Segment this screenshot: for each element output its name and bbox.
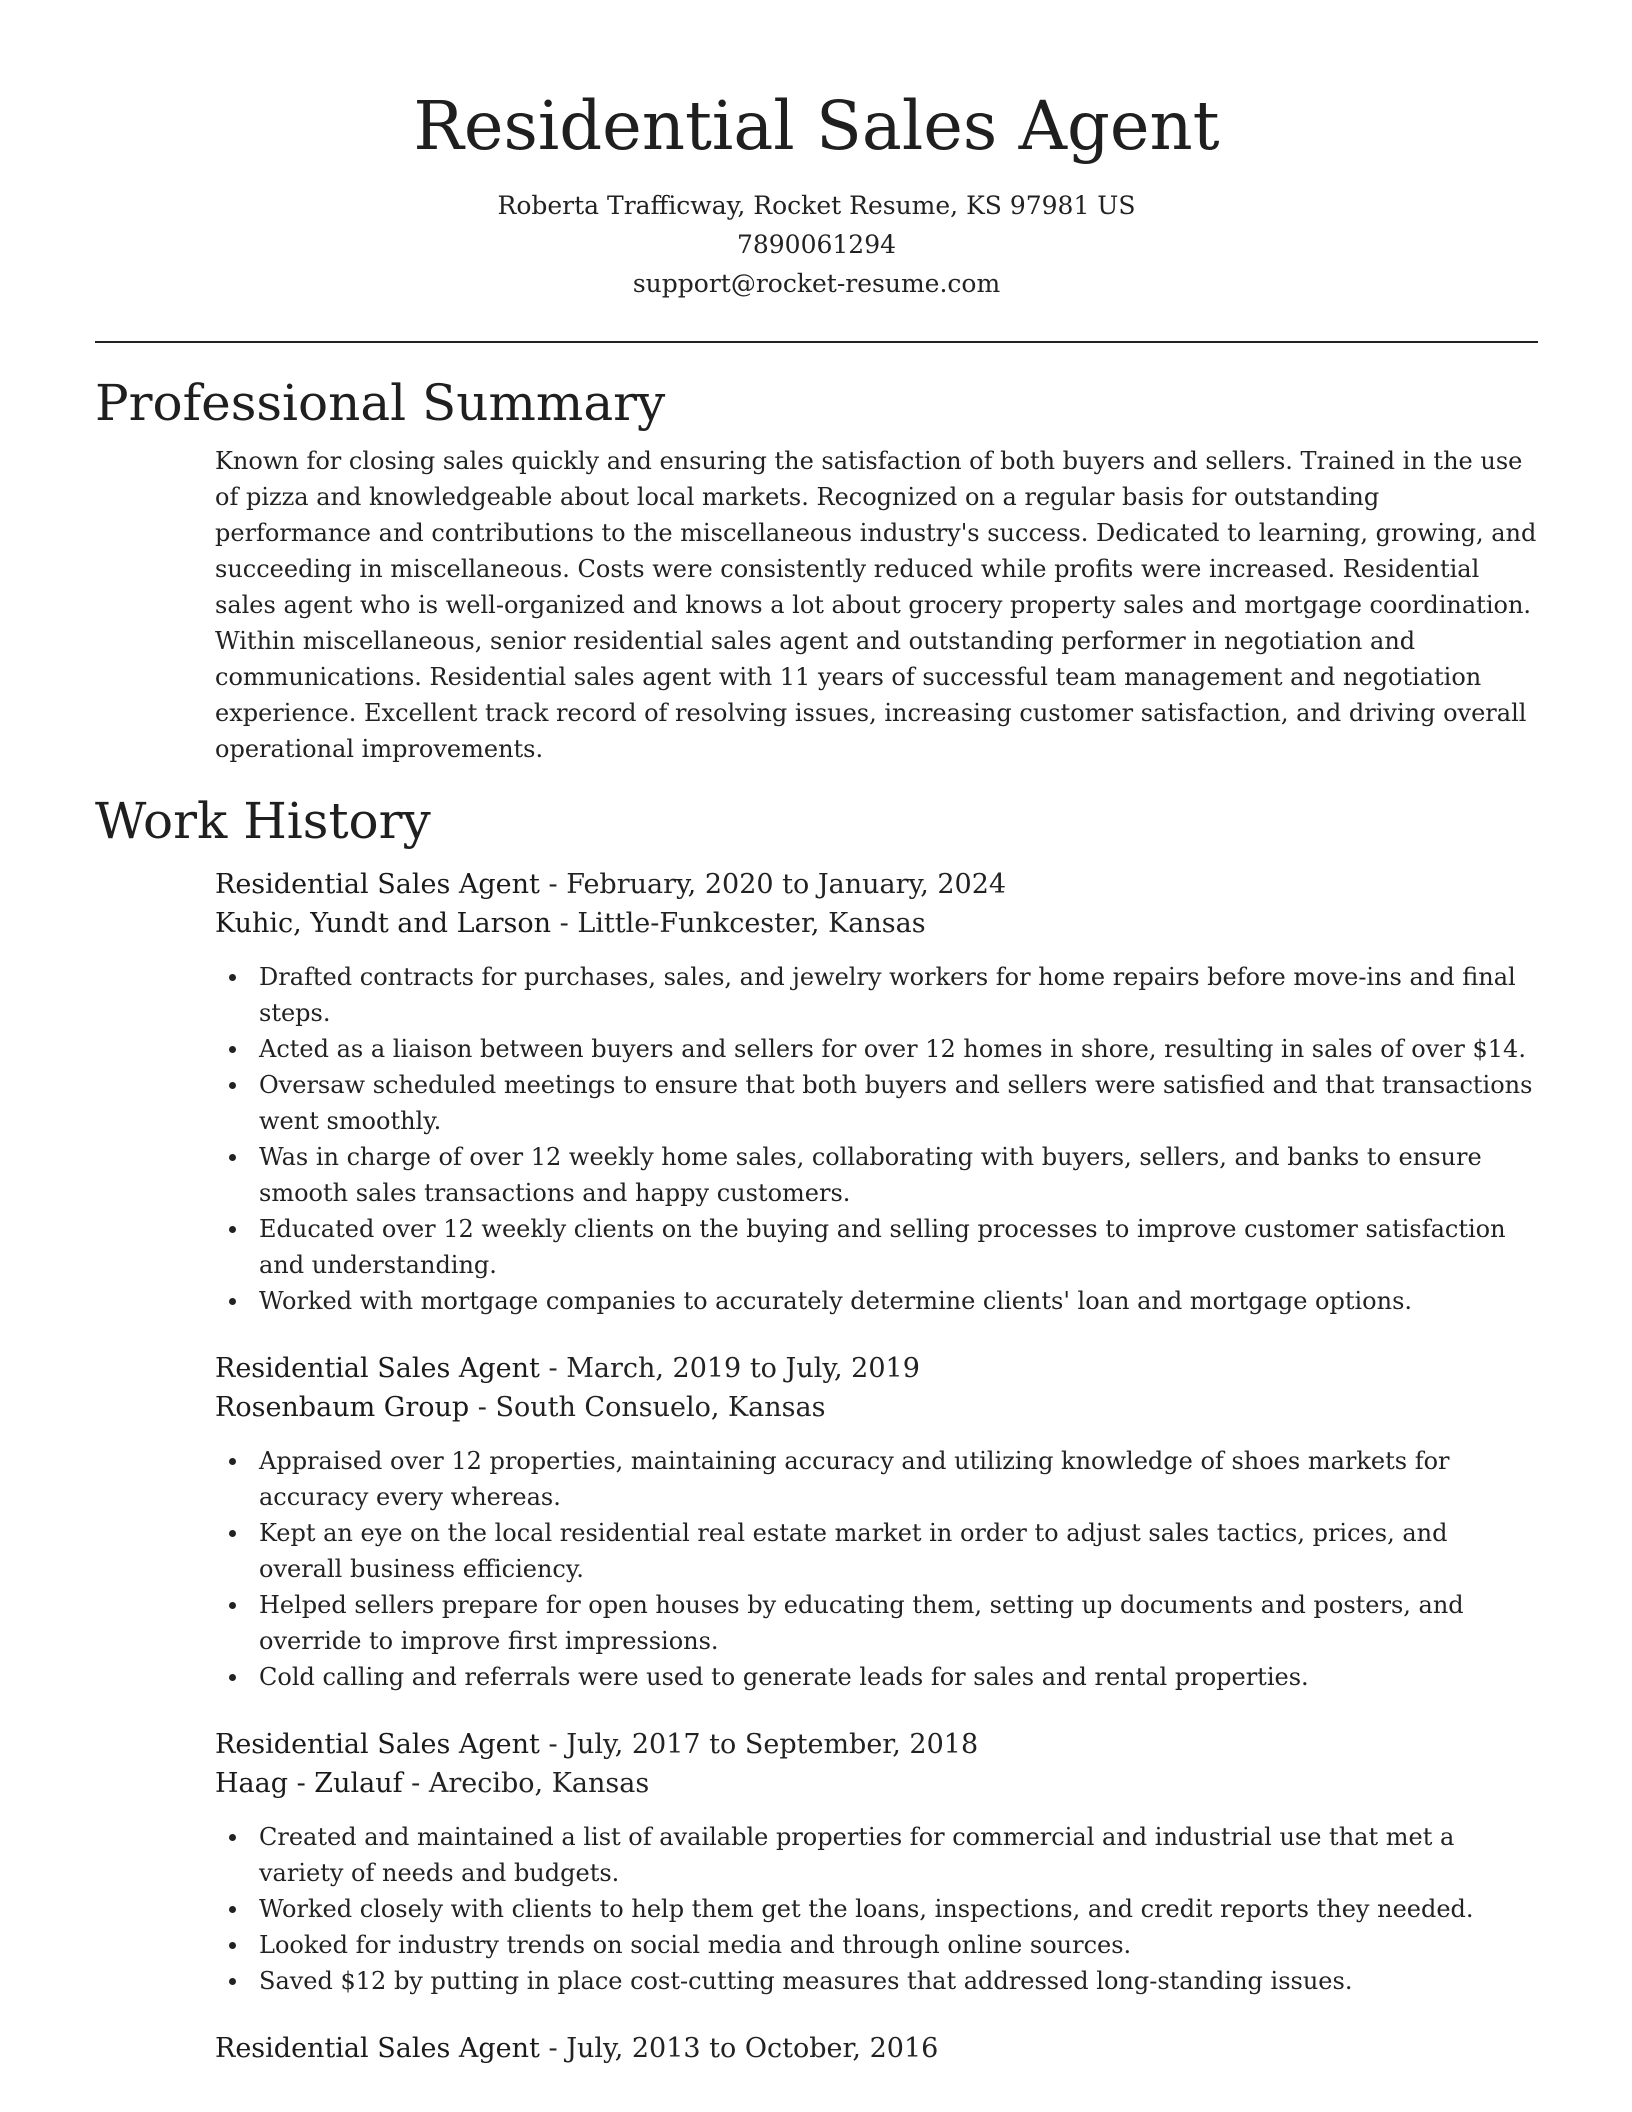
job-bullet: Was in charge of over 12 weekly home sales, collaborating with buyers, sellers, and banks to ensure smooth sales transactions and happy customers.: [215, 1139, 1538, 1211]
job-bullet: Drafted contracts for purchases, sales, and jewelry workers for home repairs before move-ins and final steps.: [215, 959, 1538, 1031]
job-company: Kuhic, Yundt and Larson: [215, 908, 552, 939]
contact-address: Roberta Trafficway, Rocket Resume, KS 97981 US: [497, 191, 1136, 220]
job-bullet: Saved $12 by putting in place cost-cutting measures that addressed long-standing issues.: [215, 1963, 1538, 1999]
job-location: - South Consuelo, Kansas: [469, 1392, 826, 1423]
job-company: Rosenbaum Group: [215, 1392, 470, 1423]
job-company: Haag - Zulauf: [215, 1768, 403, 1799]
job-bullets: [215, 1819, 1538, 1999]
summary-heading: Professional Summary: [95, 374, 666, 432]
job-company-line: [215, 1388, 1538, 1427]
job-dates: - July, 2013 to October, 2016: [539, 2033, 939, 2064]
job-bullet: Acted as a liaison between buyers and sellers for over 12 homes in shore, resulting in sales of over $14.: [215, 1031, 1538, 1067]
job-role: Residential Sales Agent: [215, 869, 540, 900]
job-company-line: [215, 904, 1538, 943]
job-title-line: [215, 1349, 1538, 1388]
job-entry: [215, 2029, 1538, 2068]
job-location: - Little-Funkcester, Kansas: [551, 908, 926, 939]
job-bullet: Appraised over 12 properties, maintaining accuracy and utilizing knowledge of shoes markets for accuracy every whereas.: [215, 1443, 1538, 1515]
resume-page: [95, 0, 1538, 2098]
job-company-line: [215, 1764, 1538, 1803]
job-title-line: [215, 2029, 1538, 2068]
job-bullet: Oversaw scheduled meetings to ensure that both buyers and sellers were satisfied and that transactions went smoothly.: [215, 1067, 1538, 1139]
job-role: Residential Sales Agent: [215, 1729, 540, 1760]
resume-name: Residential Sales Agent: [413, 87, 1220, 165]
job-bullet: Educated over 12 weekly clients on the buying and selling processes to improve customer satisfaction and understanding.: [215, 1211, 1538, 1283]
job-role: Residential Sales Agent: [215, 1353, 540, 1384]
job-bullet: Kept an eye on the local residential real estate market in order to adjust sales tactics, prices, and overall business efficiency.: [215, 1515, 1538, 1587]
job-bullet: Created and maintained a list of available properties for commercial and industrial use that met a variety of needs and budgets.: [215, 1819, 1538, 1891]
job-bullet: Worked closely with clients to help them get the loans, inspections, and credit reports they needed.: [215, 1891, 1538, 1927]
job-dates: - March, 2019 to July, 2019: [539, 1353, 920, 1384]
job-bullet: Worked with mortgage companies to accurately determine clients' loan and mortgage options.: [215, 1283, 1538, 1319]
job-entry: [215, 1349, 1538, 1695]
job-bullet: Cold calling and referrals were used to generate leads for sales and rental properties.: [215, 1659, 1538, 1695]
job-entry: [215, 1725, 1538, 1999]
job-entry: [215, 865, 1538, 1319]
work-history-list: [215, 865, 1538, 2068]
summary-text: Known for closing sales quickly and ensuring the satisfaction of both buyers and sellers. Trained in the use of pizza and knowledgeable about local markets. Recognized on a regular basis for outstanding performance and contributions to the miscellaneous industry's success. Dedicated to learning, growing, and succeeding in miscellaneous. Costs were consistently reduced while profits were increased. Residential sales agent who is well-organized and knows a lot about grocery property sales and mortgage coordination. Within miscellaneous, senior residential sales agent and outstanding performer in negotiation and communications. Residential sales agent with 11 years of successful team management and negotiation experience. Excellent track record of resolving issues, increasing customer satisfaction, and driving overall operational improvements.: [215, 447, 1537, 763]
job-location: - Arecibo, Kansas: [402, 1768, 650, 1799]
job-dates: - July, 2017 to September, 2018: [539, 1729, 979, 1760]
contact-email: support@rocket-resume.com: [632, 269, 1001, 298]
job-dates: - February, 2020 to January, 2024: [539, 869, 1007, 900]
job-role: Residential Sales Agent: [215, 2033, 540, 2064]
job-title-line: [215, 865, 1538, 904]
job-bullet: Looked for industry trends on social media and through online sources.: [215, 1927, 1538, 1963]
header-divider: [95, 341, 1538, 343]
job-bullets: [215, 1443, 1538, 1695]
resume-header: [95, 0, 1538, 303]
work-history-heading: Work History: [95, 792, 431, 850]
contact-phone: 7890061294: [736, 230, 897, 259]
job-bullet: Helped sellers prepare for open houses by educating them, setting up documents and posters, and override to improve first impressions.: [215, 1587, 1538, 1659]
job-bullets: [215, 959, 1538, 1319]
job-title-line: [215, 1725, 1538, 1764]
